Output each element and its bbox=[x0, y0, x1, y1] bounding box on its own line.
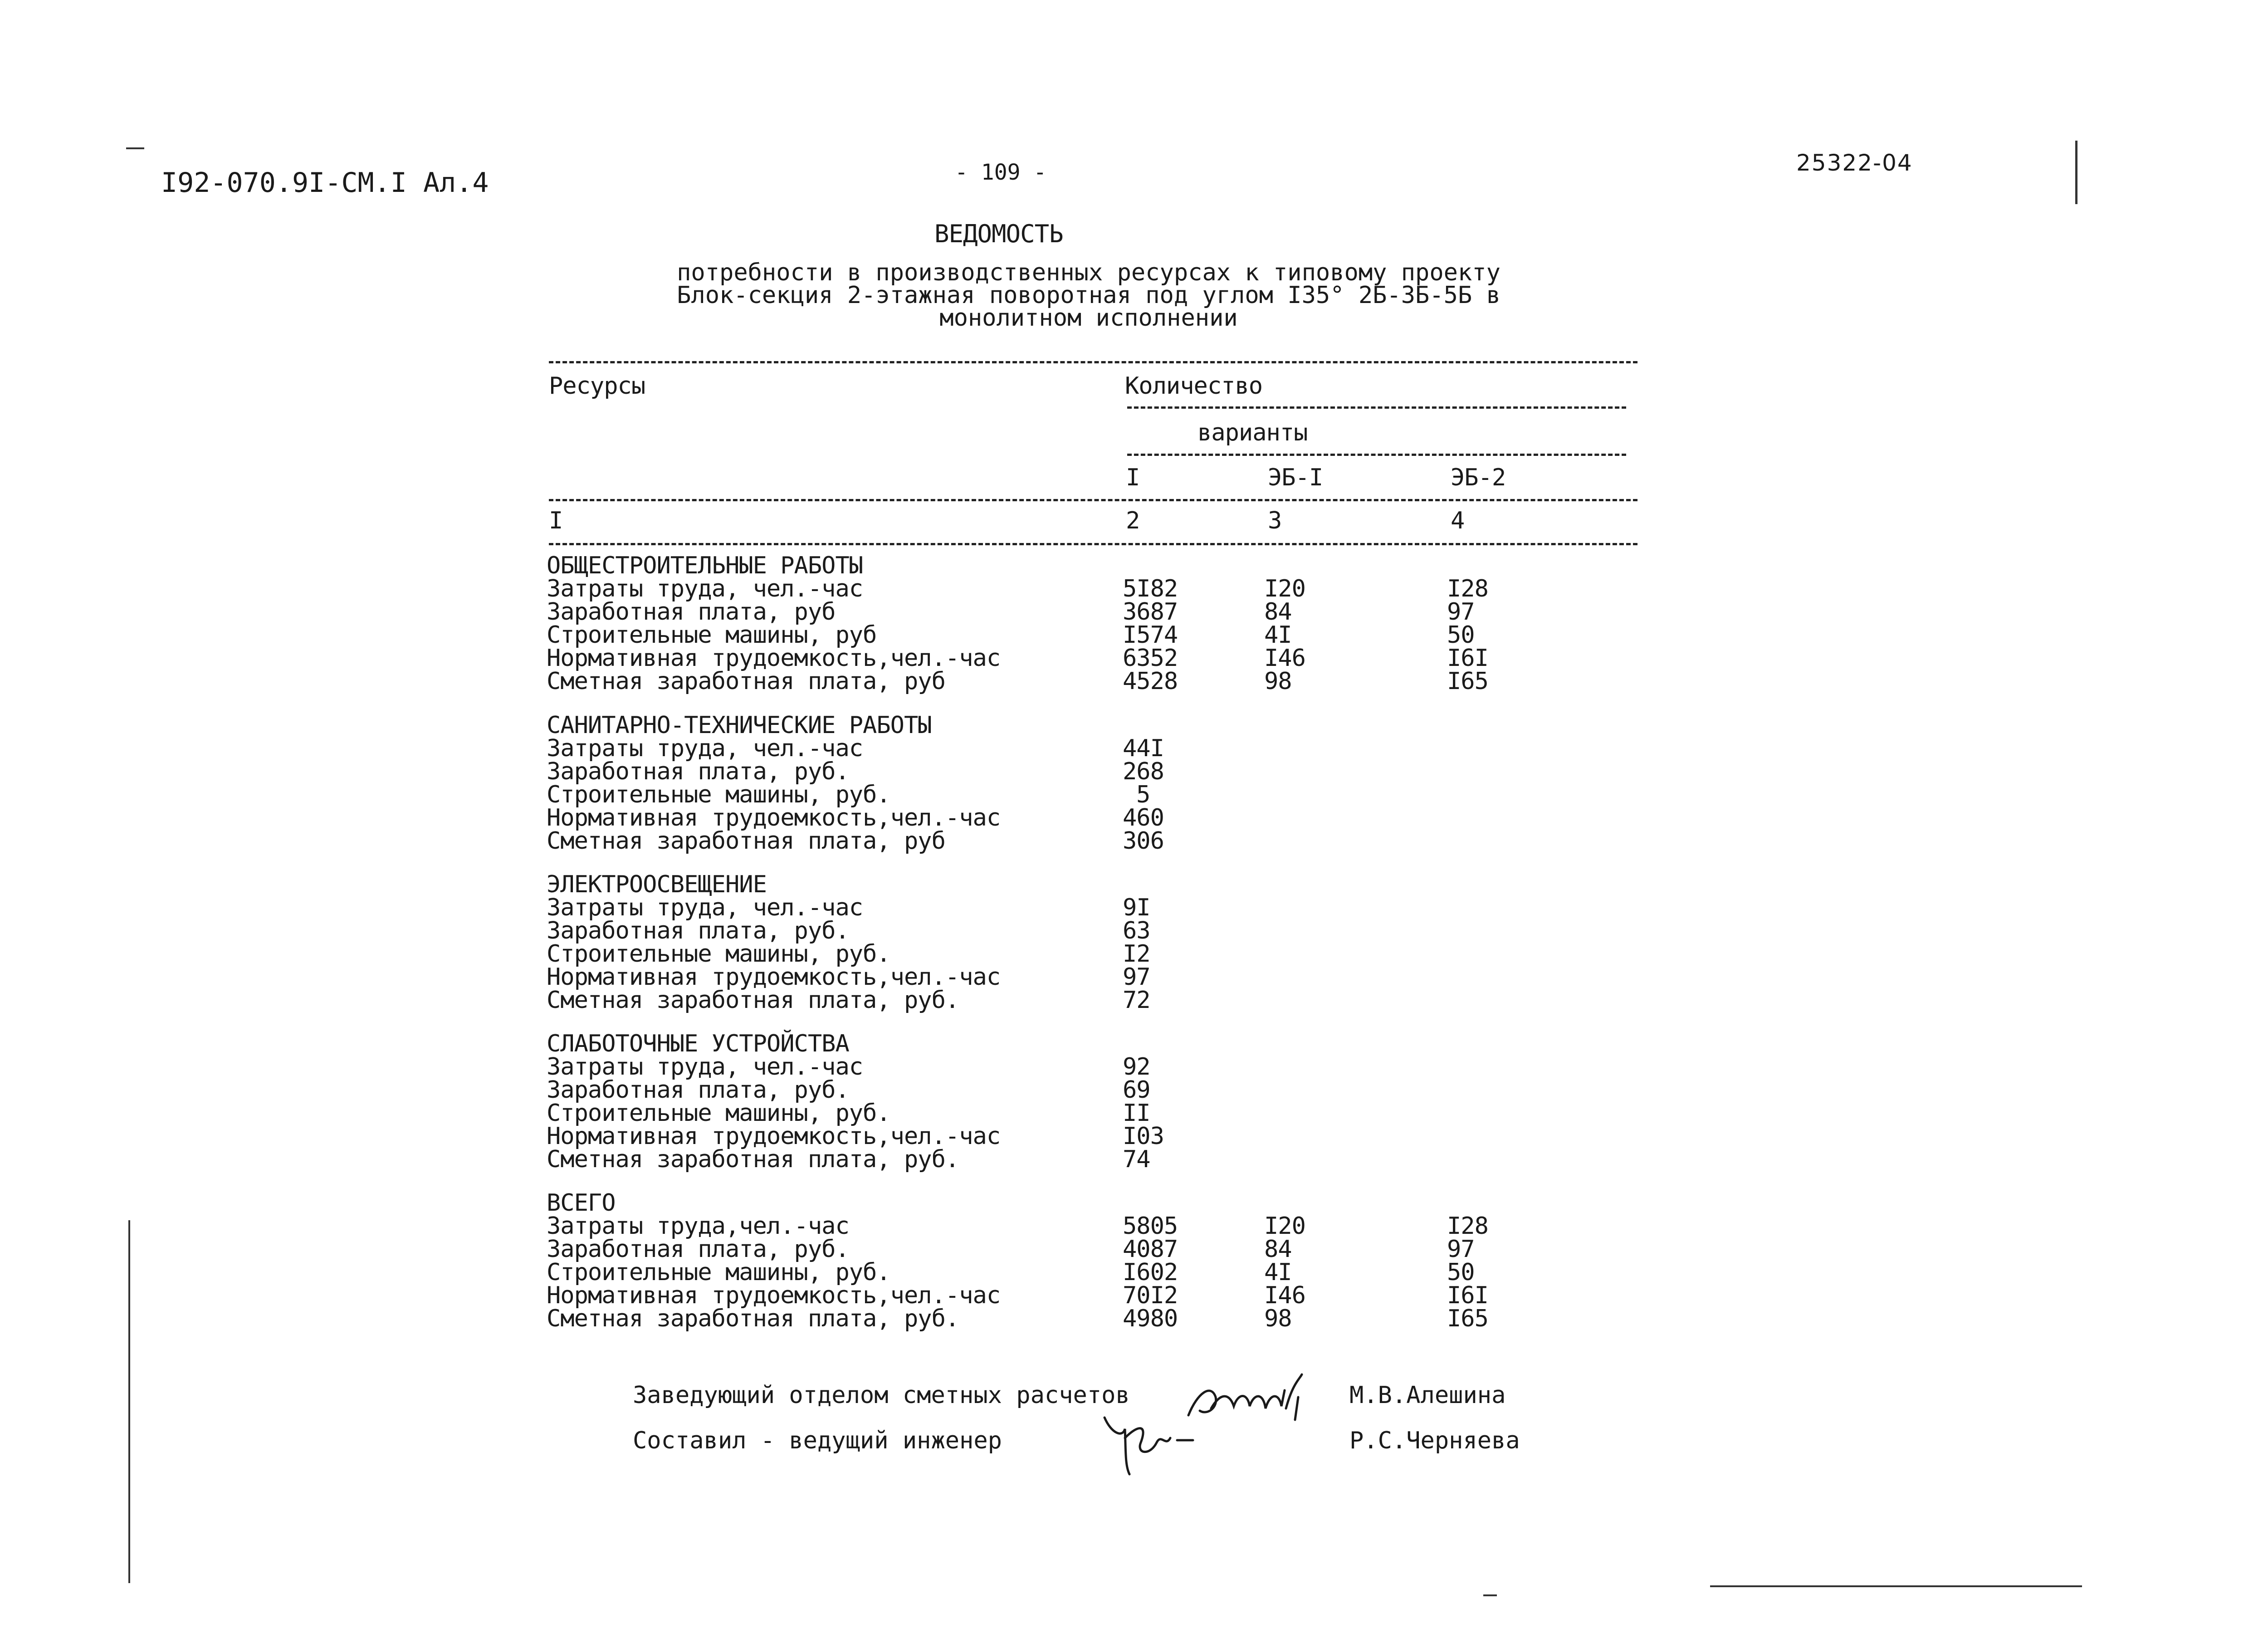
section-title-text: ВСЕГО bbox=[547, 1189, 616, 1217]
table-row bbox=[547, 963, 1538, 991]
value-variant-3: I28 bbox=[1447, 575, 1488, 602]
value-variant-3 bbox=[1447, 989, 1538, 1012]
value-variant-2 bbox=[1264, 1056, 1447, 1079]
value-variant-1: I03 bbox=[1123, 1123, 1164, 1150]
table-row bbox=[547, 1053, 1538, 1081]
value-variant-3: 97 bbox=[1447, 598, 1475, 626]
value-variant-3: 50 bbox=[1447, 621, 1475, 649]
table-row bbox=[547, 1148, 1538, 1171]
row-name: Заработная плата, руб. bbox=[547, 917, 849, 944]
value-variant-1: 69 bbox=[1123, 1076, 1150, 1104]
head-of-department-title: Заведующий отделом сметных расчетов bbox=[633, 1382, 1130, 1409]
subtitle-line-3: монолитном исполнении bbox=[939, 304, 1238, 332]
row-name: Заработная плата, руб. bbox=[547, 1236, 849, 1263]
value-variant-2: I46 bbox=[1264, 645, 1305, 672]
document-title: ВЕДОМОСТЬ bbox=[934, 220, 1063, 248]
row-name: Сметная заработная плата, руб bbox=[547, 827, 945, 855]
section-title bbox=[547, 554, 1538, 577]
row-name: Нормативная трудоемкость,чел.-час bbox=[547, 645, 1001, 672]
column-number-4: 4 bbox=[1451, 507, 1465, 534]
value-variant-3 bbox=[1447, 1079, 1538, 1102]
margin-line-right-top bbox=[2075, 141, 2077, 204]
author-title: Составил - ведущий инженер bbox=[633, 1427, 1002, 1454]
value-variant-1: 4087 bbox=[1123, 1236, 1178, 1263]
value-variant-1: I602 bbox=[1123, 1259, 1178, 1286]
value-variant-1: 5 bbox=[1136, 781, 1150, 808]
value-variant-2: 4I bbox=[1264, 621, 1292, 649]
value-variant-3 bbox=[1447, 1125, 1538, 1148]
value-variant-2 bbox=[1264, 989, 1447, 1012]
value-variant-3: I6I bbox=[1447, 645, 1488, 672]
row-name: Затраты труда,чел.-час bbox=[547, 1213, 849, 1240]
column-number-2: 2 bbox=[1126, 507, 1140, 534]
row-name: Строительные машины, руб. bbox=[547, 1259, 890, 1286]
table-row bbox=[547, 1284, 1538, 1307]
value-variant-2: 84 bbox=[1264, 598, 1292, 626]
row-name: Строительные машины, руб bbox=[547, 621, 877, 649]
value-variant-1: 97 bbox=[1123, 963, 1150, 991]
value-variant-2: 84 bbox=[1264, 1236, 1292, 1263]
row-name: Нормативная трудоемкость,чел.-час bbox=[547, 1282, 1001, 1309]
value-variant-3: I65 bbox=[1447, 668, 1488, 695]
table-row bbox=[547, 760, 1538, 783]
table-row bbox=[547, 1261, 1538, 1284]
value-variant-3: I65 bbox=[1447, 1305, 1488, 1332]
value-variant-3 bbox=[1447, 896, 1538, 919]
table-row bbox=[547, 1307, 1538, 1330]
value-variant-3 bbox=[1447, 1102, 1538, 1125]
table-row bbox=[547, 1102, 1538, 1125]
table-row bbox=[547, 1215, 1538, 1238]
table-row bbox=[547, 919, 1538, 943]
value-variant-1: 460 bbox=[1123, 804, 1164, 831]
section-title-text: ЭЛЕКТРООСВЕЩЕНИЕ bbox=[547, 871, 767, 898]
row-name: Строительные машины, руб. bbox=[547, 781, 890, 808]
column-header-resources: Ресурсы bbox=[549, 372, 645, 400]
section-low-current-devices bbox=[547, 1032, 1538, 1171]
table-row bbox=[547, 670, 1538, 693]
variant-header-1: I bbox=[1126, 464, 1140, 491]
value-variant-3 bbox=[1447, 760, 1538, 783]
margin-mark-top-left bbox=[126, 147, 144, 149]
value-variant-2 bbox=[1264, 943, 1447, 966]
value-variant-3 bbox=[1447, 1148, 1538, 1171]
column-header-quantity: Количество bbox=[1125, 372, 1263, 400]
value-variant-2 bbox=[1264, 896, 1447, 919]
value-variant-2: I46 bbox=[1264, 1282, 1305, 1309]
variant-header-2: ЭБ-I bbox=[1268, 464, 1323, 491]
row-name: Строительные машины, руб. bbox=[547, 940, 890, 968]
row-name: Заработная плата, руб. bbox=[547, 1076, 849, 1104]
value-variant-1: 6352 bbox=[1123, 645, 1178, 672]
table-row bbox=[547, 827, 1538, 855]
author-name: Р.С.Черняева bbox=[1349, 1427, 1520, 1454]
table-rule-header bbox=[549, 499, 1637, 501]
subtitle-line-1: потребности в производственных ресурсах к типовому проекту bbox=[677, 259, 1501, 286]
value-variant-3: 97 bbox=[1447, 1236, 1475, 1263]
value-variant-3 bbox=[1447, 966, 1538, 989]
value-variant-2 bbox=[1264, 807, 1447, 830]
value-variant-1: 306 bbox=[1123, 827, 1164, 855]
value-variant-3 bbox=[1447, 807, 1538, 830]
table-row bbox=[547, 621, 1538, 649]
value-variant-1: 70I2 bbox=[1123, 1282, 1178, 1309]
value-variant-2 bbox=[1264, 1148, 1447, 1171]
value-variant-3 bbox=[1447, 830, 1538, 853]
table-row bbox=[547, 1076, 1538, 1104]
row-name: Нормативная трудоемкость,чел.-час bbox=[547, 963, 1001, 991]
value-variant-3 bbox=[1447, 737, 1538, 760]
value-variant-2 bbox=[1264, 1125, 1447, 1148]
row-name: Строительные машины, руб. bbox=[547, 1100, 890, 1127]
value-variant-2: I20 bbox=[1264, 575, 1305, 602]
value-variant-1: 5I82 bbox=[1123, 575, 1178, 602]
variant-header-3: ЭБ-2 bbox=[1451, 464, 1506, 491]
value-variant-1: 72 bbox=[1123, 987, 1150, 1014]
value-variant-2: 98 bbox=[1264, 668, 1292, 695]
margin-line-bottom-right bbox=[1710, 1585, 2082, 1587]
value-variant-1: 4980 bbox=[1123, 1305, 1178, 1332]
column-header-variants: варианты bbox=[1198, 419, 1308, 446]
row-name: Затраты труда, чел.-час bbox=[547, 575, 863, 602]
value-variant-1: 63 bbox=[1123, 917, 1150, 944]
section-title bbox=[547, 1032, 1538, 1056]
page-number: - 109 - bbox=[955, 160, 1047, 185]
table-rule-top bbox=[549, 361, 1637, 363]
value-variant-2: I20 bbox=[1264, 1213, 1305, 1240]
archive-number: 25322-04 bbox=[1796, 150, 1913, 176]
value-variant-3 bbox=[1447, 1056, 1538, 1079]
document-code: I92-070.9I-CM.I Ал.4 bbox=[161, 167, 489, 199]
value-variant-3: I28 bbox=[1447, 1213, 1488, 1240]
value-variant-1: I574 bbox=[1123, 621, 1178, 649]
margin-mark-bottom bbox=[1483, 1594, 1497, 1596]
value-variant-2 bbox=[1264, 919, 1447, 943]
table-row bbox=[547, 989, 1538, 1012]
value-variant-3 bbox=[1447, 943, 1538, 966]
row-name: Заработная плата, руб. bbox=[547, 758, 849, 785]
section-title bbox=[547, 714, 1538, 737]
row-name: Затраты труда, чел.-час bbox=[547, 894, 863, 921]
value-variant-2 bbox=[1264, 1079, 1447, 1102]
table-row bbox=[547, 577, 1538, 601]
value-variant-1: 3687 bbox=[1123, 598, 1178, 626]
value-variant-1: 44I bbox=[1123, 735, 1164, 762]
section-title-text: ОБЩЕСТРОИТЕЛЬНЫЕ РАБОТЫ bbox=[547, 552, 863, 579]
table-row bbox=[547, 1125, 1538, 1148]
variants-rule bbox=[1127, 454, 1626, 456]
row-name: Сметная заработная плата, руб. bbox=[547, 1146, 959, 1173]
value-variant-1: II bbox=[1123, 1100, 1150, 1127]
section-general-construction bbox=[547, 554, 1538, 693]
value-variant-2 bbox=[1264, 830, 1447, 853]
quantity-rule bbox=[1127, 406, 1626, 409]
table-row bbox=[547, 940, 1538, 968]
table-row bbox=[547, 647, 1538, 670]
value-variant-1: 74 bbox=[1123, 1146, 1150, 1173]
table-row bbox=[547, 783, 1538, 807]
row-name: Затраты труда, чел.-час bbox=[547, 1053, 863, 1081]
row-name: Сметная заработная плата, руб bbox=[547, 668, 945, 695]
section-title-text: САНИТАРНО-ТЕХНИЧЕСКИЕ РАБОТЫ bbox=[547, 712, 932, 739]
value-variant-1: 268 bbox=[1123, 758, 1164, 785]
value-variant-1: 5805 bbox=[1123, 1213, 1178, 1240]
value-variant-2: 4I bbox=[1264, 1259, 1292, 1286]
head-of-department-name: М.В.Алешина bbox=[1349, 1382, 1506, 1409]
section-total bbox=[547, 1189, 1538, 1332]
value-variant-1: 4528 bbox=[1123, 668, 1178, 695]
row-name: Затраты труда, чел.-час bbox=[547, 735, 863, 762]
section-title bbox=[547, 873, 1538, 896]
section-electric-lighting bbox=[547, 873, 1538, 1012]
table-row bbox=[547, 896, 1538, 919]
author-signature bbox=[1098, 1406, 1216, 1483]
margin-line-left-bottom bbox=[128, 1220, 130, 1583]
section-title-text: СЛАБОТОЧНЫЕ УСТРОЙСТВА bbox=[547, 1030, 849, 1057]
table-rule-body bbox=[549, 543, 1637, 545]
table-row bbox=[547, 598, 1538, 626]
table-row bbox=[547, 737, 1538, 760]
value-variant-2: 98 bbox=[1264, 1305, 1292, 1332]
value-variant-3: I6I bbox=[1447, 1282, 1488, 1309]
row-name: Нормативная трудоемкость,чел.-час bbox=[547, 1123, 1001, 1150]
value-variant-1: 92 bbox=[1123, 1053, 1150, 1081]
value-variant-1: 9I bbox=[1123, 894, 1150, 921]
row-name: Сметная заработная плата, руб. bbox=[547, 987, 959, 1014]
table-row bbox=[547, 1238, 1538, 1261]
value-variant-2 bbox=[1264, 783, 1447, 807]
column-number-1: I bbox=[549, 507, 563, 534]
value-variant-3 bbox=[1447, 919, 1538, 943]
value-variant-3 bbox=[1447, 783, 1538, 807]
value-variant-2 bbox=[1264, 760, 1447, 783]
section-title bbox=[547, 1189, 1538, 1217]
row-name: Нормативная трудоемкость,чел.-час bbox=[547, 804, 1001, 831]
table-row bbox=[547, 804, 1538, 831]
value-variant-2 bbox=[1264, 1102, 1447, 1125]
subtitle-line-2: Блок-секция 2-этажная поворотная под углом I35° 2Б-3Б-5Б в bbox=[677, 282, 1501, 309]
row-name: Сметная заработная плата, руб. bbox=[547, 1305, 959, 1332]
value-variant-2 bbox=[1264, 966, 1447, 989]
column-number-3: 3 bbox=[1268, 507, 1282, 534]
value-variant-1: I2 bbox=[1123, 940, 1150, 968]
value-variant-3: 50 bbox=[1447, 1259, 1475, 1286]
row-name: Заработная плата, руб bbox=[547, 598, 836, 626]
value-variant-2 bbox=[1264, 737, 1447, 760]
section-sanitary-engineering bbox=[547, 714, 1538, 853]
